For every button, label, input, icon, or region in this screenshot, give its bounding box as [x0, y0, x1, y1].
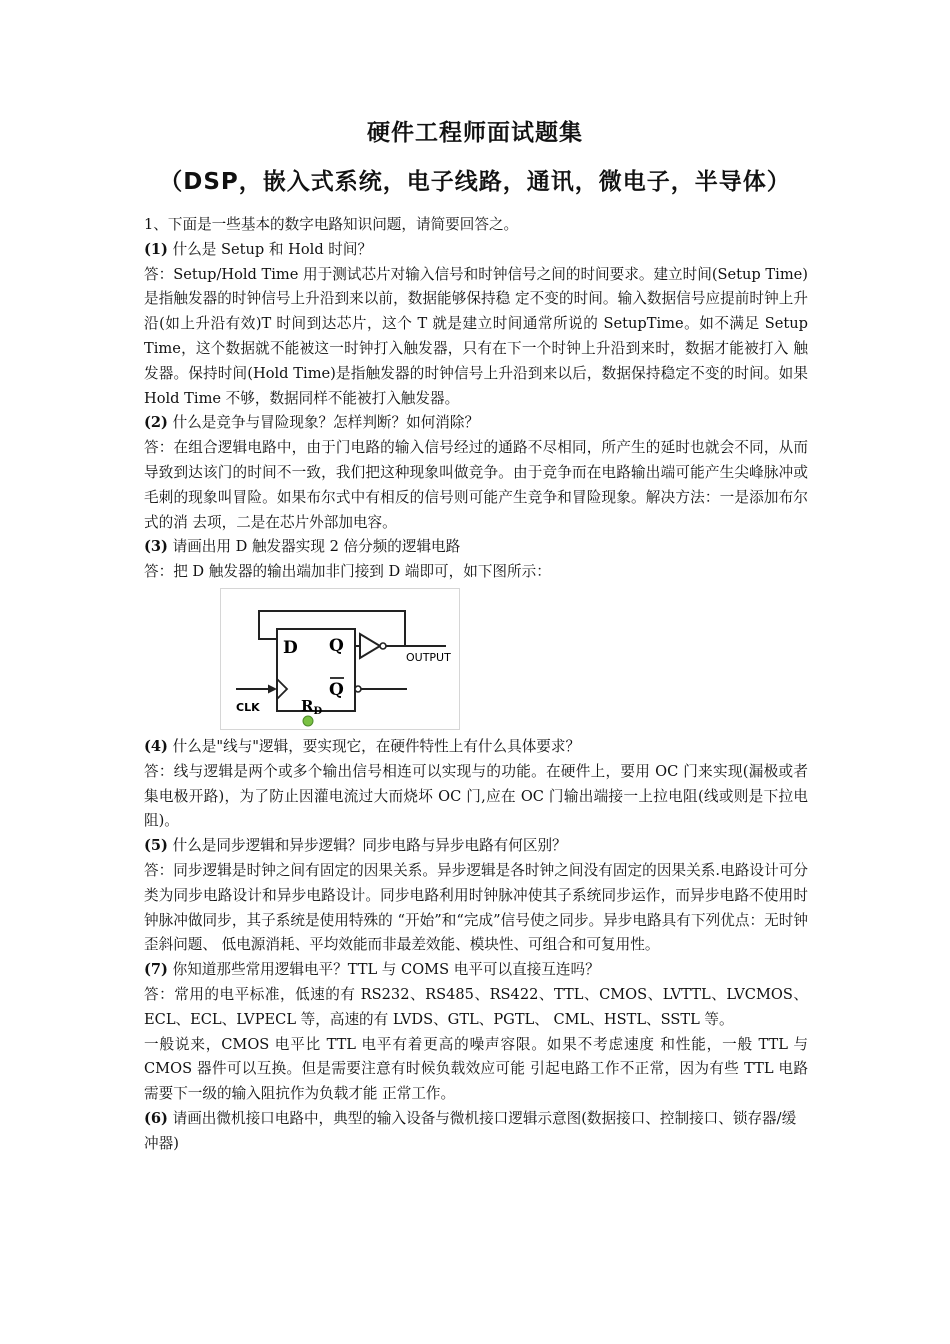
- question-text: 什么是"线与"逻辑，要实现它，在硬件特性上有什么具体要求？: [172, 737, 581, 755]
- question-number: (6): [144, 1109, 168, 1127]
- label-output: OUTPUT: [406, 650, 451, 664]
- page-subtitle: （DSP，嵌入式系统，电子线路，通讯，微电子，半导体）: [159, 169, 791, 195]
- question-text: 什么是同步逻辑和异步逻辑？同步电路与异步电路有何区别？: [172, 837, 567, 855]
- question-number: (4): [144, 737, 168, 755]
- circuit-diagram: [221, 589, 459, 729]
- question-7: [144, 958, 808, 983]
- question-text: 请画出用 D 触发器实现 2 倍分频的逻辑电路: [172, 538, 461, 556]
- label-q: Q: [329, 635, 344, 656]
- question-text: 什么是竞争与冒险现象？怎样判断？如何消除？: [172, 414, 480, 432]
- answer-5: 答：同步逻辑是时钟之间有固定的因果关系。异步逻辑是各时钟之间没有固定的因果关系.电路设计可分类为同步电路设计和异步电路设计。同步电路利用时钟脉冲使其子系统同步运作，而异步电路不使用时钟脉冲做同步，其子系统是使用特殊的 “开始”和“完成”信号使之同步。异步电路具有下列优点：无时钟歪斜问题、 低电源消耗、平均效能而非最差效能、模块性、可组合和可复用性。: [144, 861, 808, 954]
- question-text: 请画出微机接口电路中，典型的输入设备与微机接口逻辑示意图(数据接口、控制接口、锁存器/缓冲器): [144, 1109, 797, 1152]
- question-text: 你知道那些常用逻辑电平？TTL 与 COMS 电平可以直接互连吗？: [172, 961, 600, 979]
- qbar-bubble: [355, 686, 361, 692]
- label-reset: $R_D$: [301, 696, 323, 717]
- question-number: (2): [144, 414, 168, 432]
- answer-3: 答：把 D 触发器的输出端加非门接到 D 端即可，如下图所示：: [144, 563, 551, 581]
- document-body: [144, 213, 808, 1157]
- question-text: 什么是 Setup 和 Hold 时间？: [172, 240, 373, 258]
- question-2: [144, 411, 808, 436]
- answer-1: 答：Setup/Hold Time 用于测试芯片对输入信号和时钟信号之间的时间要求。建立时间(Setup Time)是指触发器的时钟信号上升沿到来以前，数据能够保持稳 定不变的时间。输入数据信号应提前时钟上升沿(如上升沿有效)T 时间到达芯片，这个 T 就是建立时间通常所说的 SetupTime。如不满足 Setup Time，这个数据就不能被这一时钟打入触发器，只有在下一个时钟上升沿到来时，数据才能被打入 触发器。保持时间(Hold Time)是指触发器的时钟信号上升沿到来以后，数据保持稳定不变的时间。如果 Hold Time 不够，数据同样不能被打入触发器。: [144, 265, 808, 407]
- d-flipflop-divider-figure: [220, 588, 460, 730]
- answer-2: 答：在组合逻辑电路中，由于门电路的输入信号经过的通路不尽相同，所产生的延时也就会不同，从而导致到达该门的时间不一致，我们把这种现象叫做竞争。由于竞争而在电路输出端可能产生尖峰脉冲或毛刺的现象叫冒险。如果布尔式中有相反的信号则可能产生竞争和冒险现象。解决方法：一是添加布尔式的消 去项，二是在芯片外部加电容。: [144, 439, 808, 531]
- clk-arrow-icon: [268, 684, 277, 693]
- reset-pin-dot: [303, 716, 313, 726]
- question-5: [144, 834, 808, 859]
- question-6: [144, 1107, 808, 1157]
- question-3: [144, 535, 808, 560]
- label-qbar: Q: [329, 679, 344, 700]
- question-number: (3): [144, 538, 168, 556]
- question-1: [144, 238, 808, 263]
- question-number: (1): [144, 240, 168, 258]
- label-d: D: [283, 637, 298, 658]
- question-4: [144, 735, 808, 760]
- answer-4: 答：线与逻辑是两个或多个输出信号相连可以实现与的功能。在硬件上，要用 OC 门来实现(漏极或者集电极开路)，为了防止因灌电流过大而烧坏 OC 门,应在 OC 门输出端接一上拉电阻(线或则是下拉电阻)。: [144, 762, 808, 830]
- intro-text: 1、下面是一些基本的数字电路知识问题，请简要回答之。: [144, 216, 519, 233]
- question-number: (7): [144, 961, 168, 979]
- inverter-bubble: [380, 643, 386, 649]
- inverter-gate: [360, 634, 380, 658]
- answer-7-continued: 一般说来，CMOS 电平比 TTL 电平有着更高的噪声容限。如果不考虑速度 和性能，一般 TTL 与 CMOS 器件可以互换。但是需要注意有时候负载效应可能 引起电路工作不正常，因为有些 TTL 电路需要下一级的输入阻抗作为负载才能 正常工作。: [144, 1035, 808, 1103]
- label-clk: CLK: [236, 700, 260, 714]
- question-number: (5): [144, 837, 168, 855]
- answer-7: 答：常用的电平标准，低速的有 RS232、RS485、RS422、TTL、CMOS、LVTTL、LVCMOS、ECL、ECL、LVPECL 等，高速的有 LVDS、GTL、PGTL、 CML、HSTL、SSTL 等。: [144, 985, 808, 1028]
- page-title: 硬件工程师面试题集: [367, 120, 583, 146]
